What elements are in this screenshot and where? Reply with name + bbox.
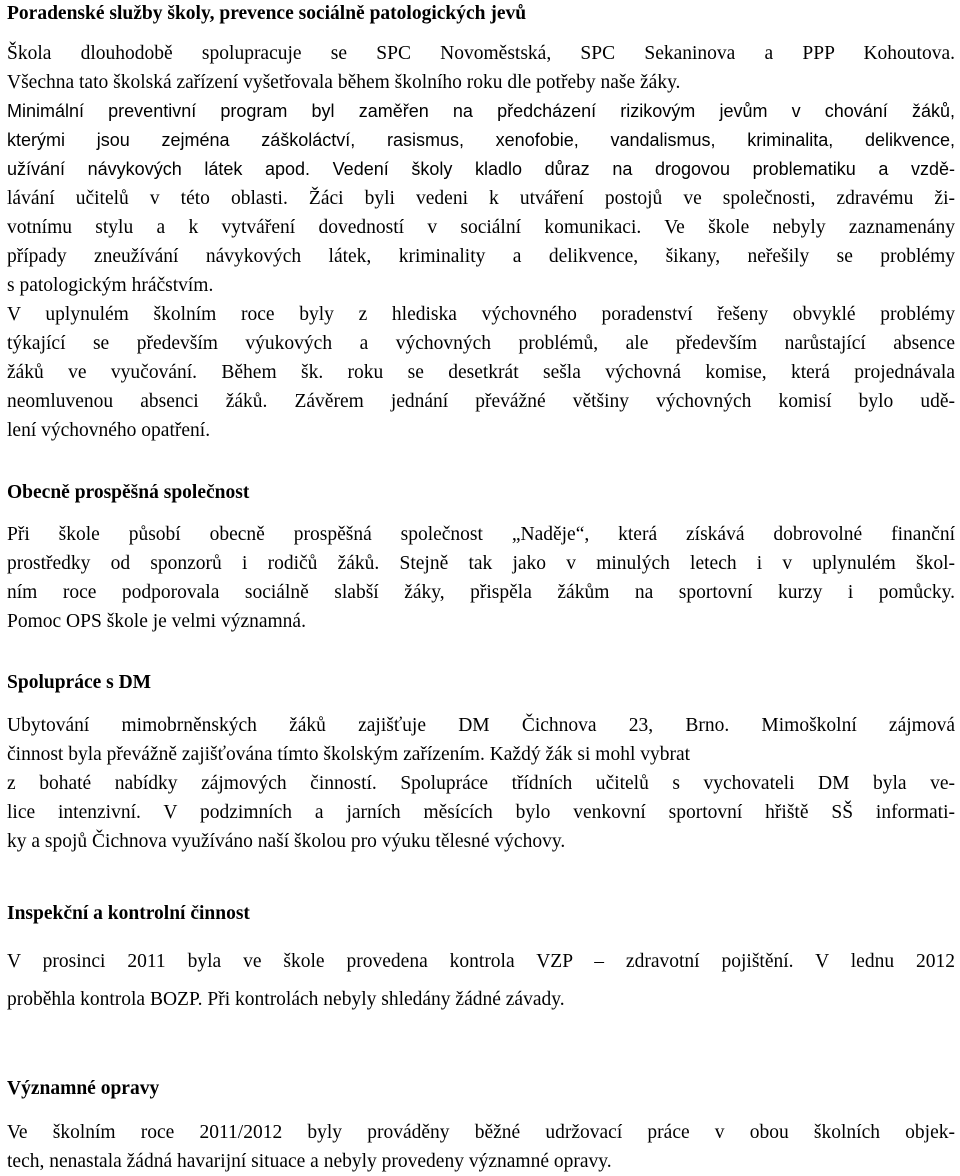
text-line: Ubytování mimobrněnských žáků zajišťuje DM Čichnova 23, Brno. Mimoškolní zájmová <box>7 715 955 736</box>
text-line: prostředky od sponzorů i rodičů žáků. Stejně tak jako v minulých letech i v uplynulém škol- <box>7 553 955 574</box>
text-line: Při škole působí obecně prospěšná společnost „Naděje“, která získává dobrovolné finanční <box>7 524 955 545</box>
section-dm <box>7 671 955 695</box>
section-ops <box>7 481 955 505</box>
dm-body <box>7 711 955 856</box>
text-line: tech, nenastala žádná havarijní situace a nebyly provedeny významné opravy. <box>7 1151 612 1172</box>
text-line: z bohaté nabídky zájmových činností. Spolupráce třídních učitelů s vychovateli DM byla ve- <box>7 773 955 794</box>
text-line: lice intenzivní. V podzimních a jarních měsících bylo venkovní sportovní hřiště SŠ informati- <box>7 802 955 823</box>
text-line: činnost byla převážně zajišťována tímto školským zařízením. Každý žák si mohl vybrat <box>7 744 691 765</box>
text-line: užívání návykových látek apod. Vedení školy kladlo důraz na drogovou problematiku a vzdě- <box>7 159 955 179</box>
text-line: Ve školním roce 2011/2012 byly prováděny běžné udržovací práce v obou školních objek- <box>7 1122 955 1143</box>
text-line: týkající se především výukových a výchovných problémů, ale především narůstající absence <box>7 333 955 354</box>
text-line: lení výchovného opatření. <box>7 420 211 441</box>
section-inspection <box>7 902 955 926</box>
text-line: Škola dlouhodobě spolupracuje se SPC Novoměstská, SPC Sekaninova a PPP Kohoutova. <box>7 43 955 64</box>
text-line: s patologickým hráčstvím. <box>7 275 214 296</box>
text-line: V uplynulém školním roce byly z hlediska výchovného poradenství řešeny obvyklé problémy <box>7 304 955 325</box>
heading-counseling: Poradenské služby školy, prevence sociálně patologických jevů <box>7 3 527 24</box>
section-counseling <box>7 2 955 26</box>
ops-body <box>7 520 955 636</box>
inspection-body <box>7 941 955 1017</box>
text-line: lávání učitelů v této oblasti. Žáci byli vedeni k utváření postojů ve společnosti, zdravému ži- <box>7 188 955 209</box>
text-line: Minimální preventivní program byl zaměřen na předcházení rizikovým jevům v chování žáků, <box>7 101 955 121</box>
text-line: kterými jsou zejména záškoláctví, rasismus, xenofobie, vandalismus, kriminalita, delikvence, <box>7 130 955 150</box>
text-line: votnímu stylu a k vytváření dovedností v sociální komunikaci. Ve škole nebyly zaznamenány <box>7 217 955 238</box>
section-repairs <box>7 1077 955 1101</box>
counseling-body <box>7 39 955 445</box>
text-line: neomluvenou absenci žáků. Závěrem jednání převážné většiny výchovných komisí bylo udě- <box>7 391 955 412</box>
text-line: Pomoc OPS škole je velmi významná. <box>7 611 306 632</box>
text-line: proběhla kontrola BOZP. Při kontrolách nebyly shledány žádné závady. <box>7 989 565 1010</box>
text-line: žáků ve vyučování. Během šk. roku se desetkrát sešla výchovná komise, která projednávala <box>7 362 955 383</box>
repairs-body <box>7 1118 955 1176</box>
text-line: V prosinci 2011 byla ve škole provedena kontrola VZP – zdravotní pojištění. V lednu 2012 <box>7 951 955 972</box>
text-line: ky a spojů Čichnova využíváno naší školou pro výuku tělesné výchovy. <box>7 831 566 852</box>
text-line: Všechna tato školská zařízení vyšetřovala během školního roku dle potřeby naše žáky. <box>7 72 681 93</box>
heading-repairs: Významné opravy <box>7 1078 160 1099</box>
text-line: případy zneužívání návykových látek, kriminality a delikvence, šikany, neřešily se problémy <box>7 246 955 267</box>
text-line: ním roce podporovala sociálně slabší žáky, přispěla žákům na sportovní kurzy i pomůcky. <box>7 582 955 603</box>
heading-ops: Obecně prospěšná společnost <box>7 482 250 503</box>
heading-inspection: Inspekční a kontrolní činnost <box>7 903 250 924</box>
heading-dm: Spolupráce s DM <box>7 672 152 693</box>
